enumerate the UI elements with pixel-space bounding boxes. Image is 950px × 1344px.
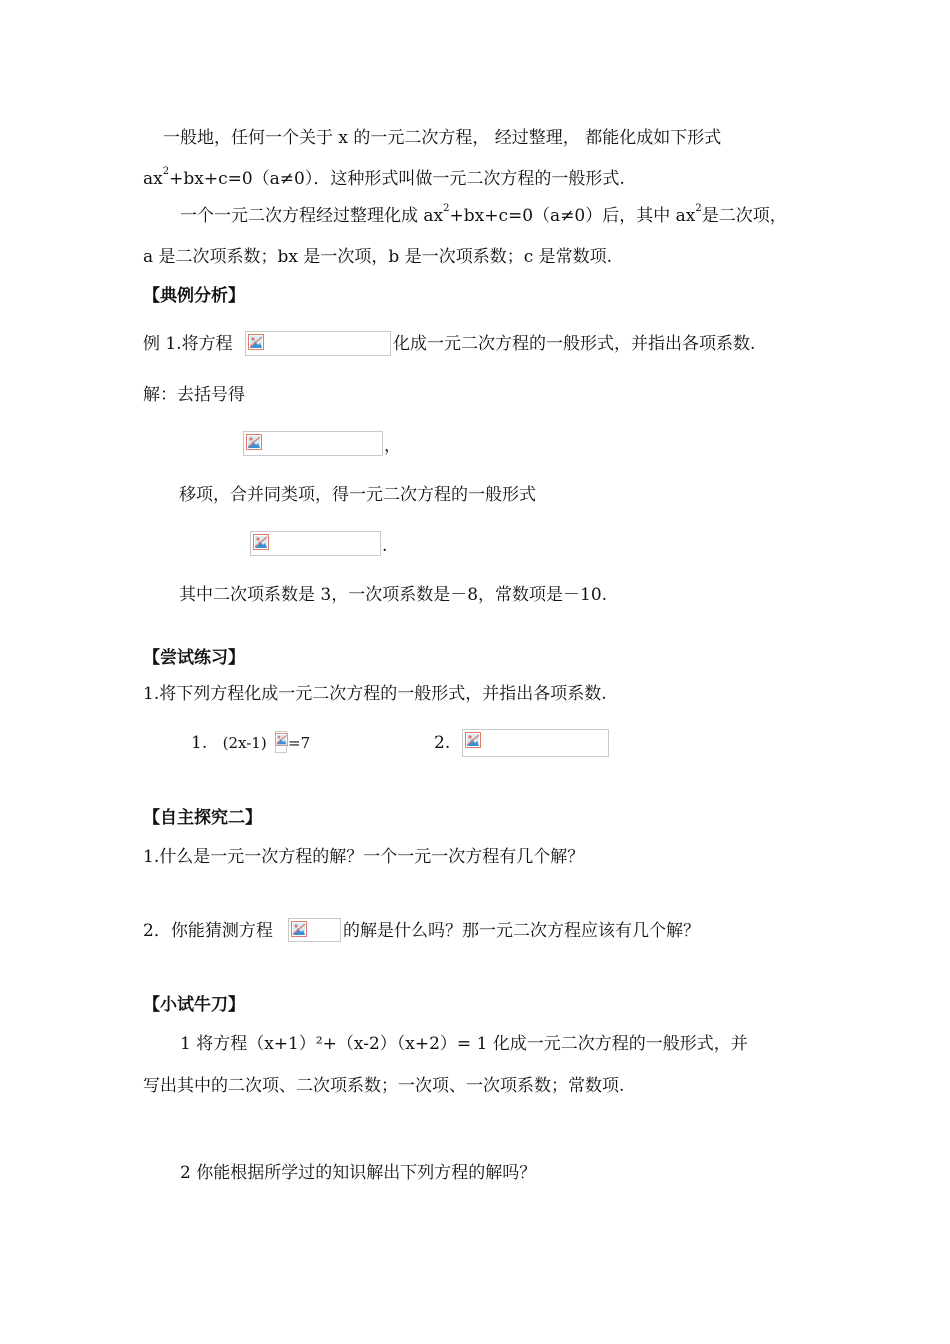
try-item-1-rhs: =7	[288, 734, 311, 752]
formula-ax: ax	[143, 169, 163, 189]
question-prefix: 2．你能猜测方程	[143, 921, 273, 941]
practice-2: 2 你能根据所学过的知识解出下列方程的解吗？	[180, 1163, 537, 1183]
explore-question-1: 1.什么是一元一次方程的解？一个一元一次方程有几个解？	[143, 847, 585, 867]
example-1-prompt	[143, 332, 233, 356]
definition-text-b: +bx+c=0（a≠0）后，其中 ax	[449, 206, 696, 226]
example-heading: 【典例分析】	[143, 286, 245, 306]
formula-rest: +bx+c=0（a≠0）．这种形式叫做一元二次方程的一般形式.	[169, 169, 625, 189]
definition-line-2	[143, 245, 612, 269]
period-text: .	[382, 536, 388, 556]
broken-image-icon	[253, 534, 269, 550]
practice-heading: 【小试牛刀】	[143, 995, 245, 1015]
equation-image-placeholder	[288, 918, 341, 942]
try-item-2	[434, 731, 450, 755]
comma-text: ，	[384, 436, 401, 456]
practice-1-line-2: 写出其中的二次项、二次项系数；一次项、一次项系数；常数项.	[143, 1076, 625, 1096]
definition-text: a 是二次项系数；bx 是一次项，b 是一次项系数；c 是常数项.	[143, 247, 613, 267]
example-1-suffix	[393, 332, 755, 356]
superscript: 2	[695, 203, 702, 215]
try-question-1: 1.将下列方程化成一元二次方程的一般形式，并指出各项系数.	[143, 684, 607, 704]
equation-image-placeholder	[243, 431, 383, 456]
equation-image-placeholder	[245, 331, 391, 356]
solution-label: 解：去括号得	[143, 385, 245, 405]
exponent-image-placeholder	[275, 731, 287, 753]
equation-image-placeholder	[250, 531, 381, 556]
example-suffix: 化成一元二次方程的一般形式，并指出各项系数.	[393, 334, 756, 354]
intro-line-1	[163, 126, 721, 150]
example-prefix: 例 1.将方程	[143, 334, 233, 354]
explore-question-2	[143, 919, 273, 943]
definition-text-a: 一个一元二次方程经过整理化成 ax	[180, 206, 444, 226]
broken-image-icon	[248, 334, 264, 350]
item-number: 2.	[434, 733, 451, 753]
try-heading: 【尝试练习】	[143, 648, 245, 668]
item-number: 1.	[191, 733, 208, 753]
move-terms-text: 移项，合并同类项，得一元二次方程的一般形式	[179, 485, 536, 505]
practice-1-line-1: 1 将方程（x+1）²+（x-2）（x+2）= 1 化成一元二次方程的一般形式，并	[180, 1034, 748, 1054]
broken-image-icon	[246, 434, 262, 450]
item-1-expression: (2x-1)	[222, 734, 267, 752]
superscript: 2	[443, 203, 450, 215]
coefficients-text: 其中二次项系数是 3，一次项系数是－8，常数项是－10.	[179, 585, 608, 605]
equation-image-placeholder	[462, 729, 609, 757]
explore-question-2-suffix: 的解是什么吗？那一元二次方程应该有几个解？	[343, 921, 700, 941]
intro-line-2	[143, 167, 625, 191]
broken-image-icon	[291, 921, 307, 937]
superscript: 2	[162, 166, 170, 178]
try-item-1	[191, 731, 267, 755]
explore-heading: 【自主探究二】	[143, 808, 262, 828]
definition-text-c: 是二次项，	[701, 206, 787, 226]
definition-line-1	[180, 204, 787, 228]
broken-image-icon	[275, 733, 288, 746]
intro-text: 一般地，任何一个关于 x 的一元二次方程， 经过整理， 都能化成如下形式	[163, 128, 722, 148]
broken-image-icon	[465, 732, 481, 748]
